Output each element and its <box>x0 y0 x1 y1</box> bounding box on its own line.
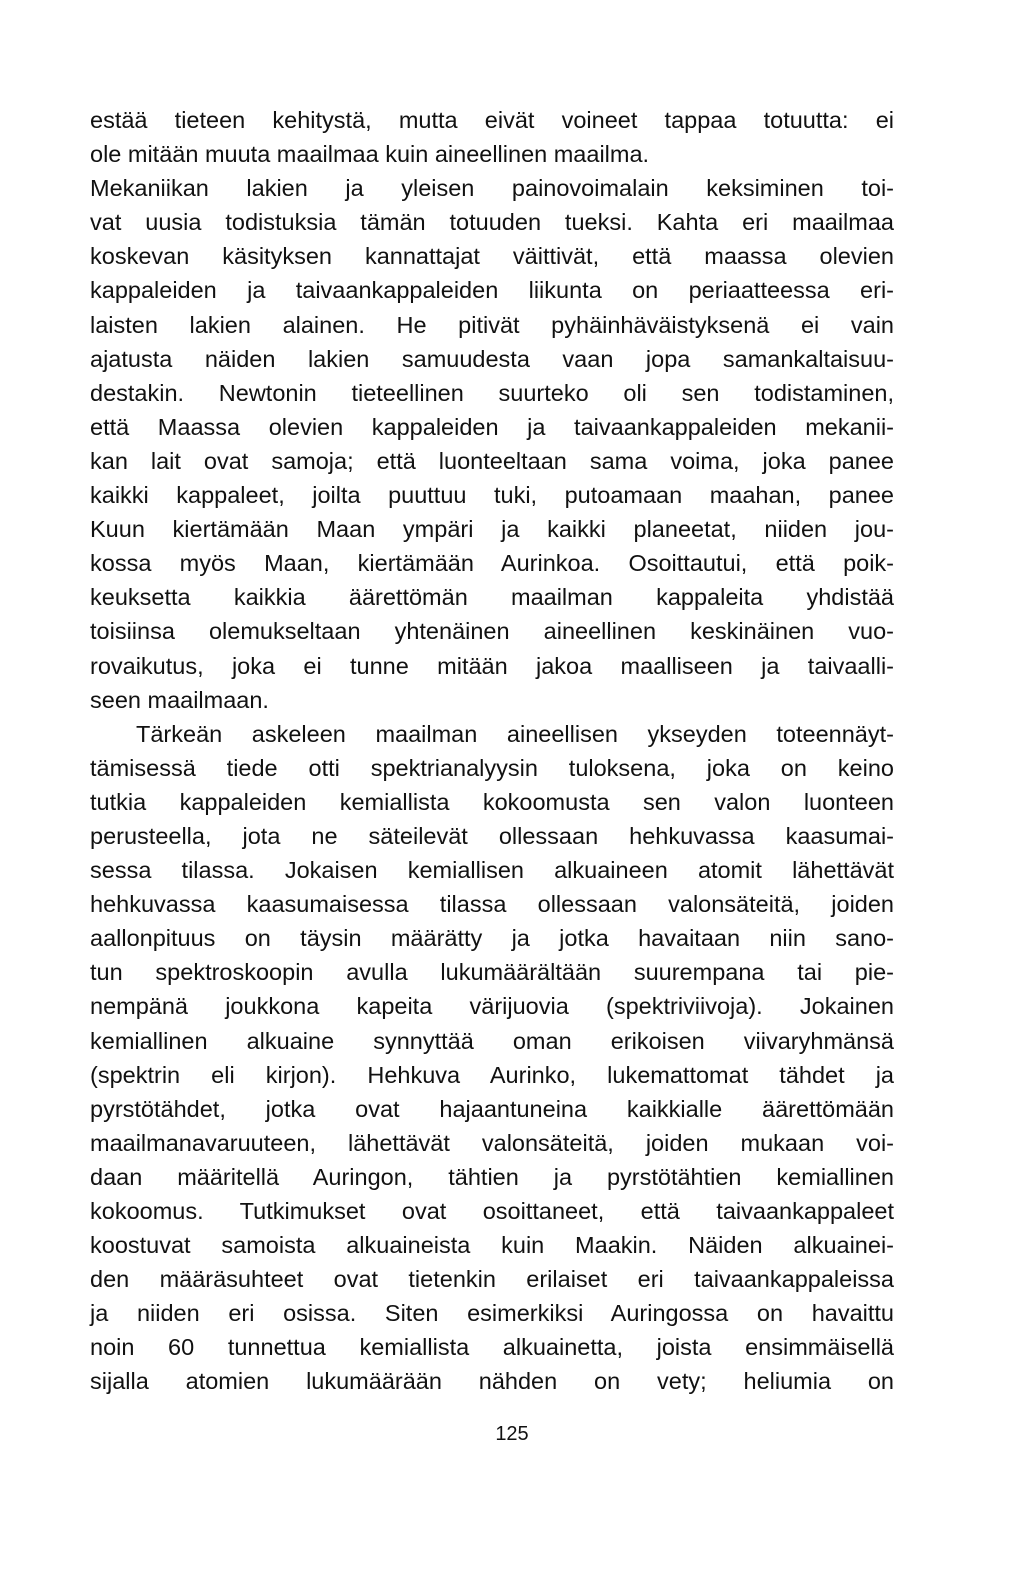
text-line: että Maassa olevien kappaleiden ja taivaankappaleiden mekanii- <box>90 413 894 440</box>
page-number: 125 <box>495 1423 529 1445</box>
text-line: kappaleiden ja taivaankappaleiden liikunta on periaatteessa eri- <box>90 277 894 304</box>
text-line: hehkuvassa kaasumaisessa tilassa ollessaan valonsäteitä, joiden <box>90 891 894 918</box>
text-line: Mekaniikan lakien ja yleisen painovoimalain keksiminen toi- <box>90 175 894 202</box>
text-line: toisiinsa olemukseltaan yhtenäinen aineellinen keskinäinen vuo- <box>90 618 894 645</box>
text-line: perusteella, jota ne säteilevät ollessaan hehkuvassa kaasumai- <box>90 822 894 849</box>
text-line: den määräsuhteet ovat tietenkin erilaiset eri taivaankappaleissa <box>90 1266 894 1293</box>
text-line: noin 60 tunnettua kemiallista alkuainetta, joista ensimmäisellä <box>90 1334 894 1361</box>
text-line: seen maailmaan. <box>90 686 269 713</box>
text-line: tutkia kappaleiden kemiallista kokoomusta sen valon luonteen <box>90 788 894 815</box>
text-line: ole mitään muuta maailmaa kuin aineellinen maailma. <box>90 141 650 168</box>
text-line: rovaikutus, joka ei tunne mitään jakoa maalliseen ja taivaalli- <box>90 652 894 679</box>
text-line: sijalla atomien lukumäärään nähden on vety; heliumia on <box>90 1368 894 1395</box>
text-line: Kuun kiertämään Maan ympäri ja kaikki planeetat, niiden jou- <box>90 516 894 543</box>
text-line: ja niiden eri osissa. Siten esimerkiksi Auringossa on havaittu <box>90 1300 894 1327</box>
text-line: sessa tilassa. Jokaisen kemiallisen alkuaineen atomit lähettävät <box>90 857 894 884</box>
text-line: pyrstötähdet, jotka ovat hajaantuneina kaikkialle äärettömään <box>90 1095 894 1122</box>
text-line: Tärkeän askeleen maailman aineellisen ykseyden toteennäyt- <box>136 720 894 747</box>
text-line: kan lait ovat samoja; että luonteeltaan sama voima, joka panee <box>90 447 894 474</box>
text-line: koostuvat samoista alkuaineista kuin Maakin. Näiden alkuainei- <box>90 1232 894 1259</box>
text-line: daan määritellä Auringon, tähtien ja pyrstötähtien kemiallinen <box>90 1163 894 1190</box>
paragraph-1 <box>90 103 894 717</box>
text-line: aallonpituus on täysin määrätty ja jotka havaitaan niin sano- <box>90 925 894 952</box>
text-line: tun spektroskoopin avulla lukumäärältään suurempana tai pie- <box>90 959 894 986</box>
text-line: vat uusia todistuksia tämän totuuden tueksi. Kahta eri maailmaa <box>90 209 894 236</box>
text-line: keuksetta kaikkia äärettömän maailman kappaleita yhdistää <box>90 584 894 611</box>
text-line: koskevan käsityksen kannattajat väittivät, että maassa olevien <box>90 243 894 270</box>
text-line: tämisessä tiede otti spektrianalyysin tuloksena, joka on keino <box>90 754 894 781</box>
text-line: kemiallinen alkuaine synnyttää oman erikoisen viivaryhmänsä <box>90 1027 894 1054</box>
page-body <box>90 103 894 1399</box>
text-line: kossa myös Maan, kiertämään Aurinkoa. Osoittautui, että poik- <box>90 550 894 577</box>
text-line: kaikki kappaleet, joilta puuttuu tuki, putoamaan maahan, panee <box>90 482 894 509</box>
text-line: destakin. Newtonin tieteellinen suurteko oli sen todistaminen, <box>90 379 894 406</box>
text-line: estää tieteen kehitystä, mutta eivät voineet tappaa totuutta: ei <box>90 107 894 133</box>
text-line: nempänä joukkona kapeita värijuovia (spektriviivoja). Jokainen <box>90 993 894 1020</box>
text-line: kokoomus. Tutkimukset ovat osoittaneet, että taivaankappaleet <box>90 1198 894 1224</box>
text-line: (spektrin eli kirjon). Hehkuva Aurinko, lukemattomat tähdet ja <box>90 1061 894 1088</box>
text-line: maailmanavaruuteen, lähettävät valonsäteitä, joiden mukaan voi- <box>90 1129 894 1156</box>
paragraph-2 <box>90 717 894 1399</box>
text-line: laisten lakien alainen. He pitivät pyhäinhäväistyksenä ei vain <box>90 311 894 338</box>
text-line: ajatusta näiden lakien samuudesta vaan jopa samankaltaisuu- <box>90 345 894 372</box>
